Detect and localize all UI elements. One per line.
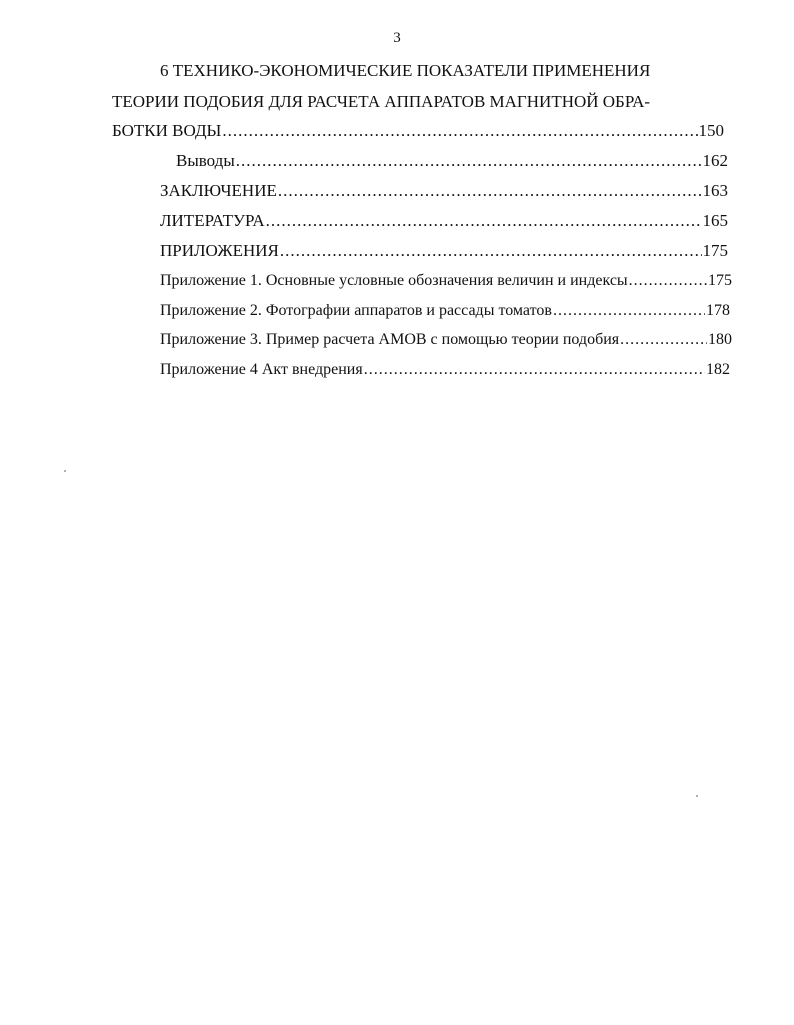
- toc-entry-appendix-4: [160, 359, 730, 381]
- toc-entry-label: ПРИЛОЖЕНИЯ: [160, 241, 279, 260]
- toc-entry-page: 180: [708, 331, 732, 348]
- toc-entry-page: 150: [698, 121, 724, 140]
- toc-entry-appendix-3: [160, 329, 732, 351]
- dot-leader: [620, 329, 707, 351]
- dot-leader: [278, 180, 702, 202]
- toc-entry-appendix-2: [160, 300, 730, 322]
- toc-entry-prilozheniya: [160, 240, 728, 262]
- toc-entry-label: Выводы: [176, 151, 235, 170]
- scan-speck: [696, 795, 698, 797]
- toc-entry-page: 163: [702, 181, 728, 200]
- toc-entry-appendix-1: [160, 270, 732, 292]
- toc-entry-zaklyuchenie: [160, 180, 728, 202]
- toc-entry-chapter-6: [112, 120, 724, 142]
- dot-leader: [266, 210, 702, 232]
- chapter-6-title-line-2: ТЕОРИИ ПОДОБИЯ ДЛЯ РАСЧЕТА АППАРАТОВ МАГНИТНОЙ ОБРА-: [112, 92, 651, 111]
- toc-entry-page: 162: [702, 151, 728, 170]
- toc-entry-page: 165: [702, 211, 728, 230]
- toc-entry-label: Приложение 2. Фотографии аппаратов и рассады томатов: [160, 302, 552, 319]
- toc-entry-conclusions: [176, 150, 728, 172]
- toc-entry-label: ЛИТЕРАТУРА: [160, 211, 265, 230]
- chapter-6-title-line-1: 6 ТЕХНИКО-ЭКОНОМИЧЕСКИЕ ПОКАЗАТЕЛИ ПРИМЕНЕНИЯ: [160, 61, 651, 80]
- dot-leader: [629, 270, 707, 292]
- toc-entry-label: ЗАКЛЮЧЕНИЕ: [160, 181, 277, 200]
- toc-entry-page: 178: [706, 302, 730, 319]
- toc-entry-label: БОТКИ ВОДЫ: [112, 121, 222, 140]
- dot-leader: [236, 150, 702, 172]
- scan-speck: [64, 470, 66, 472]
- toc-entry-page: 175: [702, 241, 728, 260]
- toc-entry-label: Приложение 4 Акт внедрения: [160, 361, 363, 378]
- toc-entry-literatura: [160, 210, 728, 232]
- toc-entry-page: 175: [708, 272, 732, 289]
- toc-entry-label: Приложение 3. Пример расчета АМОВ с помощью теории подобия: [160, 331, 620, 348]
- toc-entry-label: Приложение 1. Основные условные обозначения величин и индексы: [160, 272, 628, 289]
- dot-leader: [364, 359, 705, 381]
- dot-leader: [280, 240, 702, 262]
- dot-leader: [553, 300, 705, 322]
- dot-leader: [222, 120, 697, 142]
- toc-entry-page: 182: [706, 361, 730, 378]
- page-number: 3: [393, 30, 401, 46]
